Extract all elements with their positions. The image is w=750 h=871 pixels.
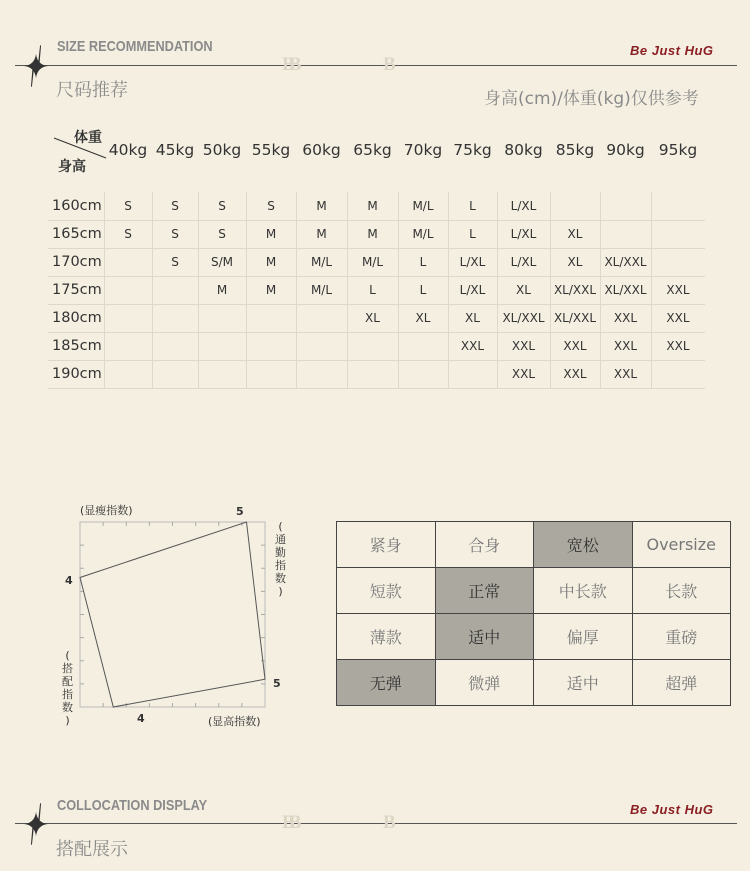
size-cell: M (367, 199, 378, 213)
attribute-option: 微弹 (435, 660, 534, 706)
axis-label-slim: (显瘦指数) (80, 504, 133, 517)
weight-header: 90kg (606, 141, 645, 159)
size-cell: XL (516, 283, 531, 297)
size-cell: XXL (511, 339, 536, 353)
height-label: 170cm (52, 254, 102, 270)
weight-header: 60kg (302, 141, 341, 159)
reference-note: 身高(cm)/体重(kg)仅供参考 (484, 89, 699, 109)
radar-plot (72, 516, 272, 708)
size-cell: M (367, 227, 378, 241)
attribute-option: 中长款 (534, 568, 633, 614)
attribute-option: 长款 (632, 568, 731, 614)
weight-header: 70kg (403, 141, 443, 159)
section-title-en: COLLOCATION DISPLAY (57, 797, 208, 814)
attribute-row (337, 660, 731, 706)
attribute-option: 短款 (337, 568, 436, 614)
brand-logo: Be Just HuG (630, 802, 714, 817)
section-title-cn: 搭配展示 (56, 839, 128, 860)
size-cell: M (316, 199, 327, 213)
grid-line (48, 276, 705, 277)
size-cell: L (419, 283, 427, 297)
height-label: 175cm (52, 282, 102, 298)
size-cell: XL (365, 311, 380, 325)
size-cell: XXL (613, 339, 638, 353)
size-cell: L (469, 199, 476, 213)
size-cell: M (265, 255, 277, 269)
height-label: 190cm (52, 366, 102, 382)
attribute-row (337, 614, 731, 660)
grid-line (48, 304, 705, 305)
size-cell: L/XL (459, 255, 486, 269)
section-title-cn: 尺码推荐 (56, 80, 128, 101)
deco-letter-b: B (383, 54, 396, 75)
size-cell: S (218, 227, 226, 241)
size-cell: XXL (666, 283, 690, 297)
size-cell: XL (465, 311, 480, 325)
attribute-option: 紧身 (337, 522, 436, 568)
size-cell: XL/XXL (604, 255, 647, 269)
grid-line (48, 220, 705, 221)
attribute-option-selected: 宽松 (534, 522, 633, 568)
size-cell: M (265, 227, 277, 241)
brand-logo: Be Just HuG (630, 43, 714, 58)
weight-header: 65kg (353, 141, 392, 159)
value-slim: 5 (236, 505, 244, 518)
corner-height-label: 身高 (58, 159, 86, 175)
height-label: 180cm (52, 310, 102, 326)
axis-label-height: (显高指数) (208, 715, 261, 728)
size-cell: S (171, 199, 179, 213)
weight-header: 95kg (658, 141, 698, 159)
size-cell: M/L (310, 255, 333, 269)
size-cell: L/XL (510, 255, 537, 269)
size-cell: S (218, 199, 226, 213)
sparkle-icon (22, 800, 52, 848)
size-cell: XL/XXL (553, 283, 597, 297)
size-cell: M/L (412, 199, 434, 213)
attribute-option: 薄款 (337, 614, 436, 660)
attribute-option: 合身 (435, 522, 534, 568)
weight-header: 85kg (555, 141, 595, 159)
size-cell: L/XL (459, 283, 486, 297)
size-cell: S (124, 199, 132, 213)
size-cell: M/L (310, 283, 333, 297)
weight-header: 50kg (202, 141, 242, 159)
deco-letter-b: BB (282, 54, 296, 75)
size-cell: L (469, 227, 476, 241)
axis-label-commute: ( 通 勤 指 数 ) (275, 520, 286, 598)
weight-header: 45kg (155, 141, 195, 159)
attribute-option-selected: 无弹 (337, 660, 436, 706)
height-label: 185cm (52, 338, 102, 354)
size-cell: M/L (412, 227, 434, 241)
weight-header: 55kg (251, 141, 291, 159)
attribute-option: 适中 (534, 660, 633, 706)
grid-line (152, 192, 153, 388)
height-label: 165cm (52, 226, 102, 242)
size-cell: XXL (460, 339, 485, 353)
size-cell: XXL (613, 367, 638, 381)
weight-header: 80kg (504, 141, 543, 159)
grid-line (48, 248, 705, 249)
size-cell: XXL (563, 339, 587, 353)
value-commute: 5 (273, 677, 281, 690)
size-cell: XL/XXL (553, 311, 597, 325)
value-height: 4 (137, 712, 145, 725)
deco-letter-b: BB (282, 812, 296, 833)
value-match: 4 (65, 574, 73, 587)
size-cell: S/M (210, 255, 233, 269)
size-cell: L (419, 255, 427, 269)
size-cell: XXL (563, 367, 587, 381)
size-cell: XL (567, 255, 583, 269)
attribute-option-selected: 正常 (435, 568, 534, 614)
size-cell: XL/XXL (604, 283, 647, 297)
size-cell: M (316, 227, 327, 241)
attribute-option: 偏厚 (534, 614, 633, 660)
size-cell: M/L (361, 255, 384, 269)
height-label: 160cm (52, 198, 102, 214)
sparkle-icon (22, 42, 52, 90)
size-cell: L (369, 283, 376, 297)
axis-label-match: ( 搭 配 指 数 ) (62, 649, 73, 727)
size-cell: XXL (666, 339, 690, 353)
size-cell: L/XL (510, 227, 537, 241)
size-cell: XL (567, 227, 583, 241)
size-cell: XL (415, 311, 431, 325)
weight-header: 40kg (108, 141, 148, 159)
size-cell: S (267, 199, 275, 213)
attribute-option: 超弹 (632, 660, 731, 706)
size-cell: M (265, 283, 277, 297)
size-cell: S (171, 255, 179, 269)
section-title-en: SIZE RECOMMENDATION (57, 38, 213, 55)
attribute-row (337, 522, 731, 568)
deco-letter-b: B (383, 812, 396, 833)
weight-header: 75kg (453, 141, 492, 159)
size-cell: XXL (666, 311, 690, 325)
size-cell: XXL (613, 311, 638, 325)
attribute-row (337, 568, 731, 614)
grid-line (48, 388, 705, 389)
size-cell: L/XL (510, 199, 537, 213)
attribute-option-selected: 适中 (435, 614, 534, 660)
size-cell: XL/XXL (502, 311, 545, 325)
size-cell: S (171, 227, 179, 241)
size-cell: XXL (511, 367, 536, 381)
attribute-grid (336, 521, 731, 706)
attribute-option: 重磅 (632, 614, 731, 660)
size-cell: M (216, 283, 228, 297)
attribute-option: Oversize (632, 522, 731, 568)
grid-line (104, 192, 105, 388)
grid-line (48, 360, 705, 361)
corner-weight-label: 体重 (74, 130, 102, 146)
size-cell: S (124, 227, 132, 241)
grid-line (48, 332, 705, 333)
